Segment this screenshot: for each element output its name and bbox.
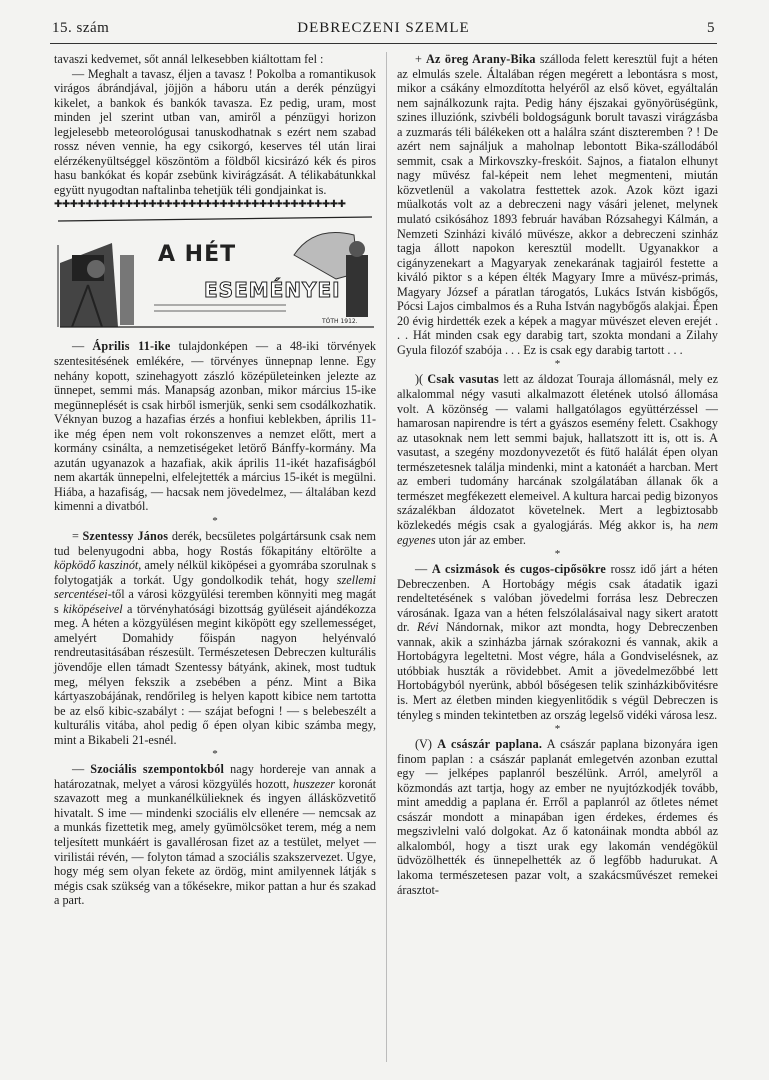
article-april: — Április 11-ike tulajdonképen — a 48-iki törvények szentesitésének emlékére, — törvényes ünnepnap lenne. Egy nehány kopott, szinehagyott zászló középületeinken jelezte az ünnepet, semmi más. Manapság azonban, mikor március 15-ike megünneplését is csak hirből ismerjük, senki sem csodálkozhatik. Véknyan buzog a hazafias érzés a honfiui keblekben, április 11-ike még épen nem volt rokonszenves a nemzet előtt, mert a kormány csinálta, a nemzetiségeket letörő Bánffy-kormány. Ma azután ugyanazok a hazafiak, akik április 11-ikét hazafiságból nem akarták ünnepelni, elfelejtették a március 15-ikét is megülni. Hiába, a hazafiság, — hacsak nem jövedelmez, — általában kezd kimenni a divatból. — [54, 339, 377, 514]
illustration-signature: TÓTH 1912. — [322, 318, 358, 326]
left-column — [54, 52, 376, 908]
article-text: uton jár az ember. — [435, 532, 526, 547]
article-csizmasok: — A csizmások és cugos-cipősökre rossz idő járt a héten Debreczenben. A Hortobágy mégis csak átadatik igazi rendeltetésének s valóban jövedelmi forrása lesz Debreczen városának. Igaza van a héten felszólalásaival nagy sikert aratott dr. Révi Nándornak, mikor azt mondta, hogy Debreczenben vannak, akik a szinházba járnak szórakozni és vannak, akik a Hortobágyra legeltetni. Most végre, hála a Gondviselésnek, az utóbbiak huszták a rövidebbet. Amit a jövedelmezőbbé lett Hortobágyból nyerünk, abból bőségesen telik szinházkibővitésre is. Mert az életben minden kiegyenlitődik s végül Debreczen is tényleg s minden tekintetben az ország legelső vidéki városa lesz. — [397, 562, 718, 722]
illustration-title-1: A HÉT — [158, 242, 237, 268]
article-text: -től a városi közgyülési teremben könnyiti meg magát s — [54, 587, 376, 616]
italic-text: kiköpéseivel — [63, 601, 123, 616]
article-szocialis: — Szociális szempontokból nagy hordereje van annak a határozatnak, melyet a városi közgyülés hozott, huszezer koronát szavazott meg a munkanélkülieknek és ingyen állásközvetitő hivatalt. S ime — mindenki szociális elv ellenére — nemcsak az a munkás fizettetik meg, amely gyümölcsöket terem, még a nem teljesített munkáért is gavallérosan fizet az a testület, melyet — virilistái révén, — folyton támad a szociális szakszervezet. Ugye, hogy még sem olyan fekete az ördög, mint amilyennek látják s mégis csak szükség van a tőkésekre, mikor pattan a hur és szakad a part. — [54, 762, 377, 908]
article-text: tulajdonképen — a 48-iki törvények szentesitésének emlékére, — törvényes ünnepnap lenne. Egy nehány kopott, szinehagyott zászló középületeinken jelezte az ünnepet, semmi más. Manapság azonban, mikor március 15-ike megünneplését is csak hirből ismerjük, senki sem csodálkozhatik. Véknyan buzog a hazafias érzés a honfiui keblekben, április 11-ike még épen nem volt rokonszenves a nemzet előtt, mert a kormány csinálta, a nemzetiségeket letörő Bánffy-kormány. Ma azután ugyanazok a hazafiak, akik április 11-ikét hazafiságból nem akarták ünnepelni, elfelejtették a március 15-ikét is megülni. Hiába, a hazafiság, — hacsak nem jövedelmez, — általában kezd kimenni a divatból. — [54, 339, 377, 514]
section-illustration — [54, 215, 376, 335]
article-prefix: (V) — [415, 737, 438, 752]
separator-star: * — [554, 548, 561, 561]
paragraph: tavaszi kedvemet, sőt annál lelkesebben kiáltottam fel : — [54, 52, 324, 66]
article-text: Nándornak, mikor azt mondta, hogy Debreczenben vannak, akik a szinházba járnak szórakozni és vannak, akik a Hortobágyra legeltetni. Most végre, hála a Gondviselésnek, az utóbbiak huszták a rövidebbet. Amit a jövedelmezőbbé lett Hortobágyból nyerünk, abból bőségesen telik szinházkibővitésre is. Mert az életben minden kiegyenlitődik s végül Debreczen is tényleg s minden tekintetben az ország legelső vidéki városa lesz. — [397, 620, 718, 722]
italic-text: szellemi sercentései — [54, 572, 376, 602]
article-text: A császár paplana bizonyára igen finom paplan : a császár paplanát emlegetvén azonban ezuttal egy — jelképes paplanról beszélünk. Arról, amelyről a közmondás azt tartja, hogy az ember ne nyujtózkodjék tovább, mint ameddig a paplana ér. Erről a paplanról az őtletes német császár mondott a minapában igen érdekes, érdemes és megszivlelni való dolgokat. Az ő katonáinak mondta abból az alkalomból, hogy a tiszt urak egy lakomán vendégökül üdvözölhették és ünnepelhették az ő legfőbb hadurukat. A lakoma természetesen pazar volt, a szakácsművészet remekei árasztot- — [397, 737, 718, 897]
column-divider — [386, 52, 387, 1062]
separator-star: * — [212, 515, 218, 528]
lead: Az öreg Arany-Bika — [425, 52, 536, 66]
issue-number: 15. szám — [52, 20, 110, 36]
paragraph: — Meghalt a tavasz, éljen a tavasz ! Pokolba a romantikusok virágos ábrándjával, jöjjön a háboru után a derék pénzügyi kikelet, a bankok és bankók tavasza. Ez pedig, uram, most minden jel szerint utban van, amiről a pénzügyi horizon legjelesebb meteorológusai tanuskodhatnak s ezért nem szabad rossz néven vennie, ha egy csikorgó, keserves tél után lirai elérzékenyültséggel köszöntöm a földből kicsirázó kék és piros hasu bankókat és kopár zsebünk kivirágzását. A télikabátunkkal együtt nyugodtan naftalinba tehetjük téli gondjainkat is. — [54, 66, 376, 197]
masthead-title: DEBRECZENI SZEMLE — [297, 20, 470, 36]
illustration-title-2: ESEMÉNYEI — [204, 278, 341, 303]
article-text: derék, becsületes polgártársunk csak nem tud belenyugodni abba, hogy Rostás főkapitány eltörölte a — [54, 529, 376, 558]
article-text: a törvényhatósági bizottság gyüléseit ajándékozza meg. A héten a közgyülésen megint kiköpött egy szellemességet, amelyért Domahidy főispán nagyon helyénvaló rendreutasitásában részesült. Természetesen Debreczen kulturális jövendője ellen támadt Szentessy bátyánk, akinek, most tudtuk meg, mélyen fekszik a zsebében a pénz. Mint a Bika kártyaszobájának, rendőrileg is helyen kapott kibice nem tartotta be az első kibic-szabályt : — szájat befogni ! — s belebeszélt a kulturális vitába, ahol pedig ő épen olyan kibic számba megy, mint a Bikabeli 21-esnél. — [54, 601, 376, 747]
article-arany-bika: + Az öreg Arany-Bika szálloda felett keresztül fujt a héten az elmulás szele. Általában régen megérett a lebontásra s most, mikor a csákány elmozdította helyéről az első követ, egyáltalán nem sajnálkozunk rajta. Pedig hány éjszakai gyönyörüségünk, szines illuziónk, szivbéli boldogságunk borult tavaszi virágzásba a zuzmarás téli bálékeken ott a halálra szánt diszteremben ? ! De azért nem sajnáljuk a maholnap lebontott Bika-szállodából semmit, csak a Mirkovszky-freskóit. Sajnos, a fiatalon elhunyt nagy müvész fal-képeit nem lehet megmenteni, miután közvetlenül a vakolatra festtettek azok. Azok közt igazi müalkotás volt az a debreczeni nagy vásári jelenet, melynek mulató csikósához 1893 február havában Rózsahegyi Kálmán, a Nemzeti Szinházi kiváló müvésze, akkor a debreczeni szinház tagja állott napokon keresztül modellt. Ugyanakkor a cigányzenekart a Magyaryak zenekarának tagjairól festette a kiváló piktor s a képen élték Magyary Imre a müvész-primás, Magyary József a páratlan tárogatós, Lukács István kisbőgős, Pócsi Lajos cimbalmos és a Ruha István nagybőgős alakjai. Épen 20 évig hirdették ezek a képek a magyar müvészet eleven erejét . . . Hát minden csak egy darabig tart, szokta mondani a Zilahy Gyula filozóf szabója . . . Ez is csak egy darabig tartott . . . — [397, 52, 719, 357]
lead: Április 11-ike — [92, 339, 171, 354]
ornament-divider: ✚✚✚✚✚✚✚✚✚✚✚✚✚✚✚✚✚✚✚✚✚✚✚✚✚✚✚✚✚✚✚✚✚✚✚✚✚ — [54, 199, 346, 211]
article-text: amely nélkül kiköpései a gyomrába szorulnak s folytogatják a torkát. Ugy gondolkodik tehát, hogy — [54, 558, 376, 587]
lead: A csizmások és cugos-cipősökre — [431, 562, 606, 577]
separator-star: * — [212, 748, 218, 761]
article-vasutas: )( Csak vasutas lett az áldozat Touraja állomásnál, mely ez alkalommal négy vasuti alkalmazott életének utolsó állomása volt. A közönség — valami hallgatólagos együttérzéssel — hamarosan napirendre is tért a gyászos esemény felett. Csakhogy az utasoknak nem lett semmi bajuk, hallatszott itt is, ott is. A vasutast, a szegény mozdonyvezetőt és fütő halálát épen olyan természetesnek találja mindenki, mint a katonáét a harcban. Mert az emberi tudomány harcának szolgálatában állanak ők a természet megfékezett elemeivel. A kultura harcai pedig bizonyos százalékban áldozatot követelnek. Mert a legbiztosabb közlekedés mégis csak a gyalogjárás. Még akkor is, ha nem egyenes uton jár az ember. — [397, 372, 718, 547]
article-text: koronát szavazott meg a munkanélkülieknek és ingyen állásközvetitő hivatalt. S ime — mindenki szociális elv ellenére — nemcsak az a munkás fizettetik meg, amely gyümölcsöket terem, még a nem teljesített munkáért is gavallérosan fizet az a testület, melyet — virilistái révén, — folyton támad a szociális szakszervezet. Ugye, hogy még sem olyan fekete az ördög, mint amilyennek látják s mégis csak szükség van a tőkésekre, mikor pattan a hur és szakad a part. — [54, 776, 376, 908]
article-szentessy: = Szentessy János derék, becsületes polgártársunk csak nem tud belenyugodni abba, hogy Rostás főkapitány eltörölte a köpködő kaszinót, amely nélkül kiköpései a gyomrába szorulnak s folytogatják a torkát. Ugy gondolkodik tehát, hogy szellemi sercentései-től a városi közgyülési teremben könnyiti meg magát s kiköpéseivel a törvényhatósági bizottság gyüléseit ajándékozza meg. A héten a közgyülésen megint kiköpött egy szellemességet, amelyért Domahidy főispán nagyon helyénvaló rendreutasitásában részesült. Természetesen Debreczen kulturális jövendője ellen támadt Szentessy bátyánk, akinek, most tudtuk meg, mélyen fekszik a zsebében a pénz. Mint a Bika kártyaszobájának, rendőrileg is helyen kapott kibice nem tartotta be az első kibic-szabályt : — szájat befogni ! — s belebeszélt a kulturális vitába, ahol pedig ő épen olyan kibic számba megy, mint a Bikabeli 21-esnél. — [54, 529, 376, 747]
italic-text: huszezer — [293, 776, 336, 791]
lead: Szentessy János — [82, 529, 169, 544]
separator-star: * — [554, 723, 561, 736]
page-header — [52, 20, 715, 42]
illustration-art — [54, 215, 376, 335]
article-text: nagy hordereje van annak a határozatnak, melyet a városi közgyülés hozott, — [54, 762, 377, 791]
italic-text: Révi — [417, 620, 439, 635]
lead: Szociális szempontokból — [90, 762, 225, 777]
lead: Csak vasutas — [427, 372, 499, 387]
italic-text: köpködő kaszinót, — [54, 558, 142, 573]
italic-text: nem egyenes — [397, 517, 718, 547]
lead: A császár paplana. — [437, 737, 543, 752]
separator-star: * — [554, 358, 561, 371]
header-rule — [50, 43, 717, 44]
page-number: 5 — [707, 20, 715, 36]
article-text: rossz idő járt a héten Debreczenben. A Hortobágy mégis csak átadatik igazi rendeltetésének s valóban jövedelmi forrása lesz Debreczen városának. Igaza van a héten felszólalásaival nagy sikert aratott dr. — [397, 562, 718, 635]
right-column — [397, 52, 718, 897]
article-text: lett az áldozat Touraja állomásnál, mely ez alkalommal négy vasuti alkalmazott életének utolsó állomása volt. A közönség — valami hallgatólagos együttérzéssel — hamarosan napirendre is tért a gyászos esemény felett. Csakhogy az utasoknak nem lett semmi bajuk, hallatszott itt is, ott is. A vasutast, a szegény mozdonyvezetőt és fütő halálát épen olyan természetesnek találja mindenki, mint a katonáét a harcban. Mert az emberi tudomány harcának szolgálatában állanak ők a természet megfékezett elemeivel. A kultura harcai pedig bizonyos százalékban áldozatot követelnek. Mert a legbiztosabb közlekedés mégis csak a gyalogjárás. Még akkor is, ha — [397, 372, 718, 532]
article-csaszar — [397, 737, 718, 897]
article-text: szálloda felett keresztül fujt a héten az elmulás szele. Általában régen megérett a lebontásra s most, mikor a csákány elmozdította helyéről az első követ, egyáltalán nem sajnálkozunk rajta. Pedig hány éjszakai gyönyörüségünk, szines illuziónk, szivbéli boldogságunk borult tavaszi virágzásba a zuzmarás téli bálékeken ott a halálra szánt diszteremben ? ! De azért nem sajnáljuk a maholnap lebontott Bika-szállodából semmit, csak a Mirkovszky-freskóit. Sajnos, a fiatalon elhunyt nagy müvész fal-képeit nem lehet megmenteni, miután közvetlenül a vakolatra festtettek azok. Azok közt igazi müalkotás volt az a debreczeni nagy vásári jelenet, melynek mulató csikósához 1893 február havában Rózsahegyi Kálmán, a Nemzeti Szinházi kiváló müvésze, akkor a debreczeni szinház tagja állott napokon keresztül modellt. Ugyanakkor a cigányzenekart a Magyaryak zenekarának tagjairól festette a kiváló piktor s a képen élték Magyary Imre a müvész-primás, Magyary József a páratlan tárogatós, Lukács István kisbőgős, Pócsi Lajos cimbalmos és a Ruha István nagybőgős alakjai. Épen 20 évig hirdették ezek a képek a magyar müvészet eleven erejét . . . Hát minden csak egy darabig tart, szokta mondani a Zilahy Gyula filozóf szabója . . . Ez is csak egy darabig tartott . . . — [397, 52, 719, 357]
